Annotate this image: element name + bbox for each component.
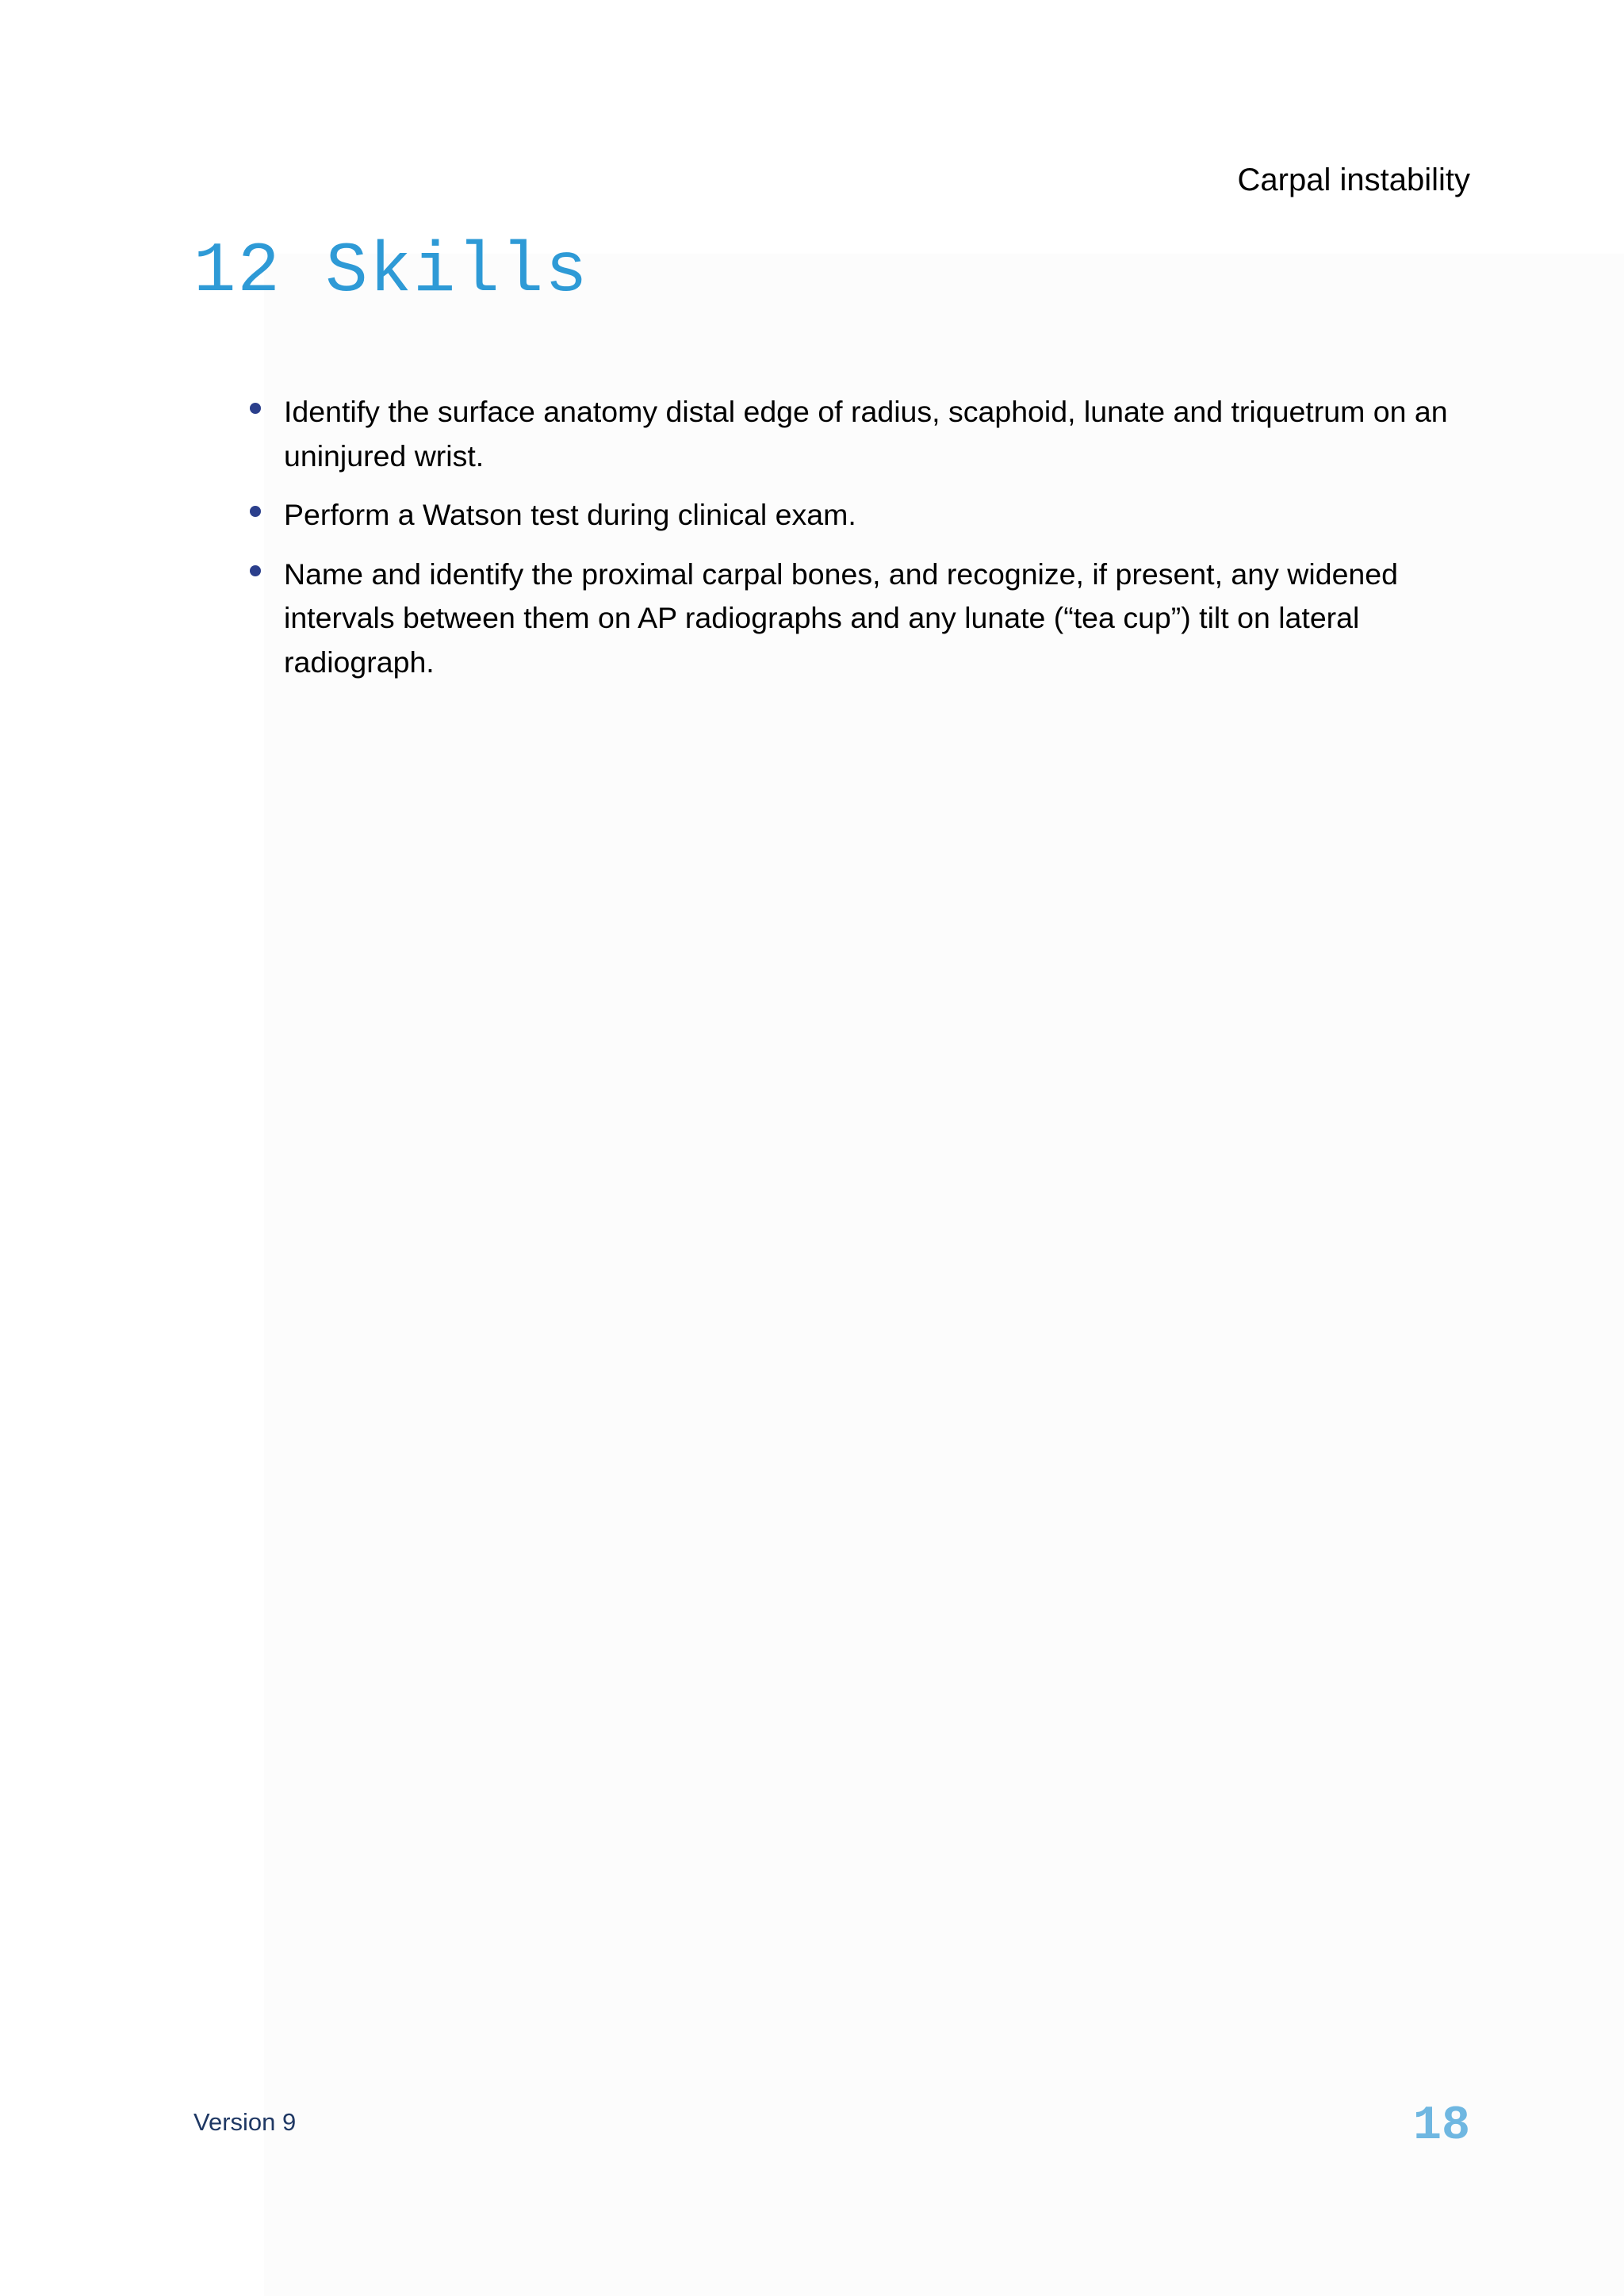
skill-text: Name and identify the proximal carpal bones, and recognize, if present, any widened intervals between them on AP radiographs and any lunate (“tea cup”) tilt on lateral radiograph. — [284, 557, 1398, 679]
running-header: Carpal instability — [1237, 163, 1470, 197]
skill-item — [246, 493, 1475, 538]
footer-version: Version 9 — [193, 2108, 297, 2136]
bullet-icon — [250, 506, 261, 517]
skill-item — [246, 390, 1475, 478]
skill-item — [246, 553, 1475, 685]
bullet-icon — [250, 403, 261, 414]
section-title: 12 Skills — [193, 232, 589, 312]
skills-list — [246, 390, 1475, 699]
skill-text: Perform a Watson test during clinical exam. — [284, 498, 856, 531]
bullet-icon — [250, 565, 261, 576]
skill-text: Identify the surface anatomy distal edge of radius, scaphoid, lunate and triquetrum on an uninjured wrist. — [284, 395, 1448, 473]
page-number: 18 — [1412, 2099, 1470, 2153]
